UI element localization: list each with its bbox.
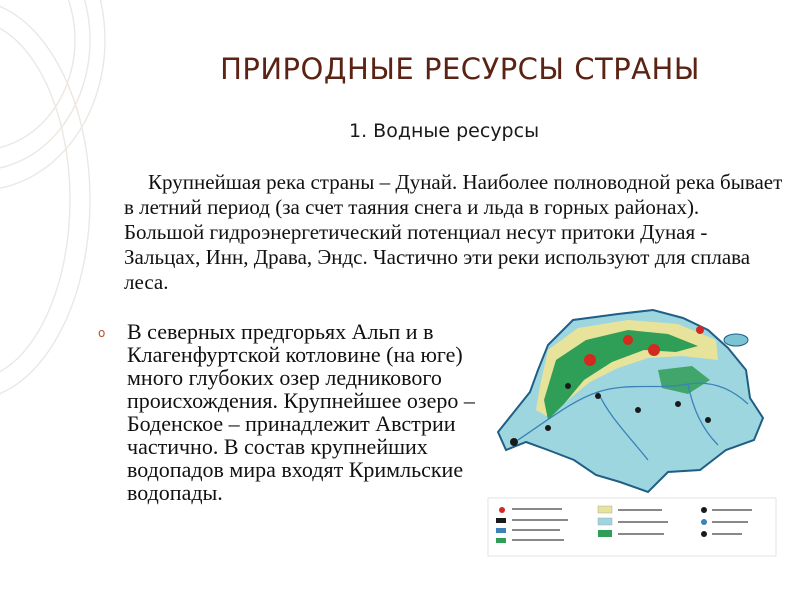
bullet-item: [98, 320, 488, 504]
map-legend: [488, 498, 776, 556]
water-resources-map: [478, 300, 786, 562]
decorative-arcs: [0, 0, 140, 600]
bullet-text: В северных предгорьях Альп и в Клагенфуртской котловине (на юге) много глубоких озер ледникового происхождения. Крупнейшее озеро – Боденское – принадлежит Австрии частично. В состав крупнейших водопадов мира входят Кримльские водопады.: [127, 319, 475, 505]
map-lake: [724, 334, 748, 346]
page-title: ПРИРОДНЫЕ РЕСУРСЫ СТРАНЫ: [220, 52, 700, 86]
main-paragraph: Крупнейшая река страны – Дунай. Наиболее полноводной река бывает в летний период (за счет таяния снега и льда в горных районах). Большой гидроэнергетический потенциал несут притоки Дуная - Зальцах, Инн, Драва, Эндс. Частично эти реки используют для сплава леса.: [124, 170, 783, 294]
bullet-icon: o: [98, 326, 106, 340]
section-subtitle: 1. Водные ресурсы: [349, 120, 540, 142]
